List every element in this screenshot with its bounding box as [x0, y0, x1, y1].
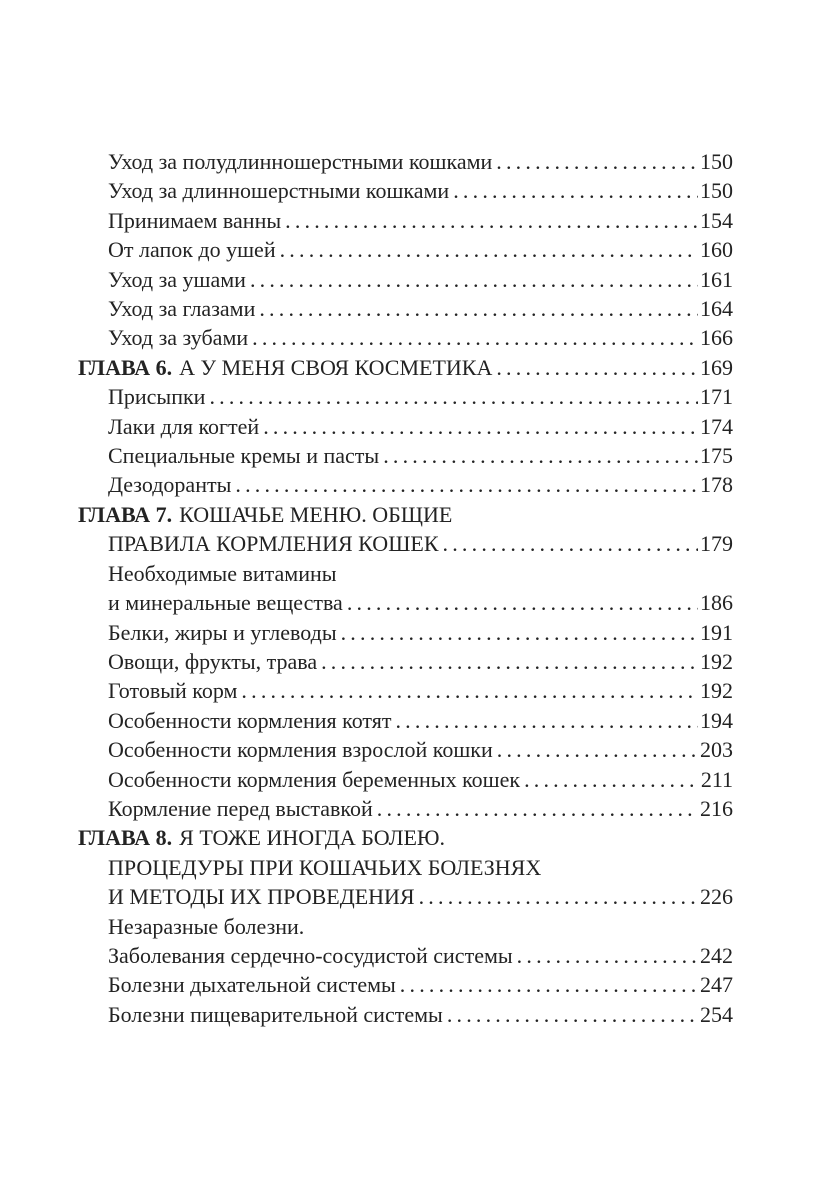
- dot-leader: [496, 147, 698, 176]
- dot-leader: [400, 970, 698, 999]
- toc-page-number: 254: [700, 1001, 733, 1027]
- toc-page-number: 178: [700, 472, 733, 498]
- toc-row: [78, 412, 733, 441]
- toc-page-number: 150: [700, 178, 733, 204]
- toc-row: [78, 941, 733, 970]
- dot-leader: [252, 323, 698, 352]
- dot-leader: [250, 265, 698, 294]
- chapter-number-label: ГЛАВА 8.: [78, 825, 173, 851]
- dot-leader: [235, 470, 698, 499]
- toc-entry-title: Болезни пищеварительной системы: [108, 1001, 443, 1027]
- toc-row: [78, 500, 733, 529]
- toc-entry-title: Овощи, фрукты, трава: [108, 648, 318, 674]
- toc-row: [78, 618, 733, 647]
- toc-entry-title: И МЕТОДЫ ИХ ПРОВЕДЕНИЯ: [108, 884, 415, 910]
- toc-row: [78, 823, 733, 852]
- dot-leader: [280, 235, 698, 264]
- dot-leader: [285, 206, 698, 235]
- toc-page-number: 226: [700, 884, 733, 910]
- toc-page-number: 175: [700, 443, 733, 469]
- toc-entry-title: Необходимые витамины: [108, 560, 337, 586]
- toc-entry-title: Заболевания сердечно-сосудистой системы: [108, 942, 513, 968]
- dot-leader: [497, 735, 698, 764]
- toc-row: [78, 294, 733, 323]
- toc-page-number: 179: [700, 531, 733, 557]
- toc-page-number: 186: [700, 590, 733, 616]
- dot-leader: [517, 941, 698, 970]
- toc-page-number: 191: [700, 619, 733, 645]
- dot-leader: [383, 441, 698, 470]
- toc-entry-title: и минеральные вещества: [108, 590, 343, 616]
- dot-leader: [321, 647, 698, 676]
- toc-page-number: 164: [700, 296, 733, 322]
- toc-page-number: 242: [700, 942, 733, 968]
- toc-entry-title: Уход за зубами: [108, 325, 249, 351]
- toc-entry-title: Уход за глазами: [108, 296, 256, 322]
- dot-leader: [496, 353, 698, 382]
- toc-entry-title: А У МЕНЯ СВОЯ КОСМЕТИКА: [179, 354, 493, 380]
- dot-leader: [447, 1000, 698, 1029]
- toc-page-number: 171: [700, 384, 733, 410]
- toc-page-number: 161: [700, 266, 733, 292]
- toc-row: [78, 265, 733, 294]
- toc-page-number: 247: [700, 972, 733, 998]
- toc-row: [78, 176, 733, 205]
- toc-page-number: 174: [700, 413, 733, 439]
- toc-page-number: 216: [700, 795, 733, 821]
- toc-entry-title: Принимаем ванны: [108, 207, 282, 233]
- toc-row: [78, 647, 733, 676]
- toc-page-number: 211: [700, 766, 733, 792]
- toc-entry-title: Дезодоранты: [108, 472, 232, 498]
- toc-entry-title: ПРАВИЛА КОРМЛЕНИЯ КОШЕК: [108, 531, 439, 557]
- toc-page-number: 169: [700, 354, 733, 380]
- toc-row: [78, 735, 733, 764]
- toc-entry-title: Специальные кремы и пасты: [108, 443, 380, 469]
- dot-leader: [209, 382, 698, 411]
- toc-row: [78, 912, 733, 941]
- chapter-number-label: ГЛАВА 6.: [78, 354, 173, 380]
- toc-entry-title: КОШАЧЬЕ МЕНЮ. ОБЩИЕ: [179, 501, 453, 527]
- toc-entry-title: Особенности кормления беременных кошек: [108, 766, 521, 792]
- toc-row: [78, 706, 733, 735]
- toc-entry-title: Особенности кормления котят: [108, 707, 392, 733]
- toc-row: [78, 382, 733, 411]
- dot-leader: [263, 412, 698, 441]
- toc-row: [78, 441, 733, 470]
- toc-row: [78, 765, 733, 794]
- toc-entry-title: Кормление перед выставкой: [108, 795, 373, 821]
- toc-row: [78, 206, 733, 235]
- toc-entry-title: Незаразные болезни.: [108, 913, 305, 939]
- toc-row: [78, 882, 733, 911]
- dot-leader: [443, 529, 698, 558]
- dot-leader: [259, 294, 698, 323]
- toc-entry-title: Уход за полудлинношерстными кошками: [108, 149, 493, 174]
- toc-entry-title: Я ТОЖЕ ИНОГДА БОЛЕЮ.: [179, 825, 446, 851]
- toc-row: [78, 970, 733, 999]
- toc-page-number: 166: [700, 325, 733, 351]
- toc-row: [78, 529, 733, 558]
- toc-row: [78, 235, 733, 264]
- dot-leader: [395, 706, 698, 735]
- toc-row: [78, 1000, 733, 1029]
- toc-entry-title: Уход за длинношерстными кошками: [108, 178, 450, 204]
- toc-page-number: 192: [700, 678, 733, 704]
- dot-leader: [377, 794, 698, 823]
- chapter-number-label: ГЛАВА 7.: [78, 501, 173, 527]
- toc-entry-title: Особенности кормления взрослой кошки: [108, 737, 493, 763]
- toc-page-number: 160: [700, 237, 733, 263]
- toc-row: [78, 559, 733, 588]
- toc-row: [78, 676, 733, 705]
- dot-leader: [524, 765, 699, 794]
- dot-leader: [453, 176, 698, 205]
- toc-entry-title: Уход за ушами: [108, 266, 246, 292]
- toc-entry-title: ПРОЦЕДУРЫ ПРИ КОШАЧЬИХ БОЛЕЗНЯХ: [108, 854, 542, 880]
- toc-row: [78, 323, 733, 352]
- toc-row: [78, 853, 733, 882]
- toc-page-number: 192: [700, 648, 733, 674]
- toc-entry-title: Белки, жиры и углеводы: [108, 619, 337, 645]
- dot-leader: [419, 882, 698, 911]
- toc-entry-title: Болезни дыхательной системы: [108, 972, 396, 998]
- toc-entry-title: Лаки для когтей: [108, 413, 260, 439]
- toc-entry-title: Готовый корм: [108, 678, 238, 704]
- toc-row: [78, 588, 733, 617]
- toc-row: [78, 147, 733, 176]
- toc-row: [78, 794, 733, 823]
- toc-row: [78, 353, 733, 382]
- dot-leader: [347, 588, 698, 617]
- toc-page-number: 150: [700, 149, 733, 174]
- toc-page-number: 203: [700, 737, 733, 763]
- toc-entry-title: Присыпки: [108, 384, 206, 410]
- toc-row: [78, 470, 733, 499]
- table-of-contents: [78, 147, 733, 1029]
- dot-leader: [241, 676, 698, 705]
- toc-page-number: 154: [700, 207, 733, 233]
- toc-entry-title: От лапок до ушей: [108, 237, 276, 263]
- toc-page-number: 194: [700, 707, 733, 733]
- dot-leader: [341, 618, 698, 647]
